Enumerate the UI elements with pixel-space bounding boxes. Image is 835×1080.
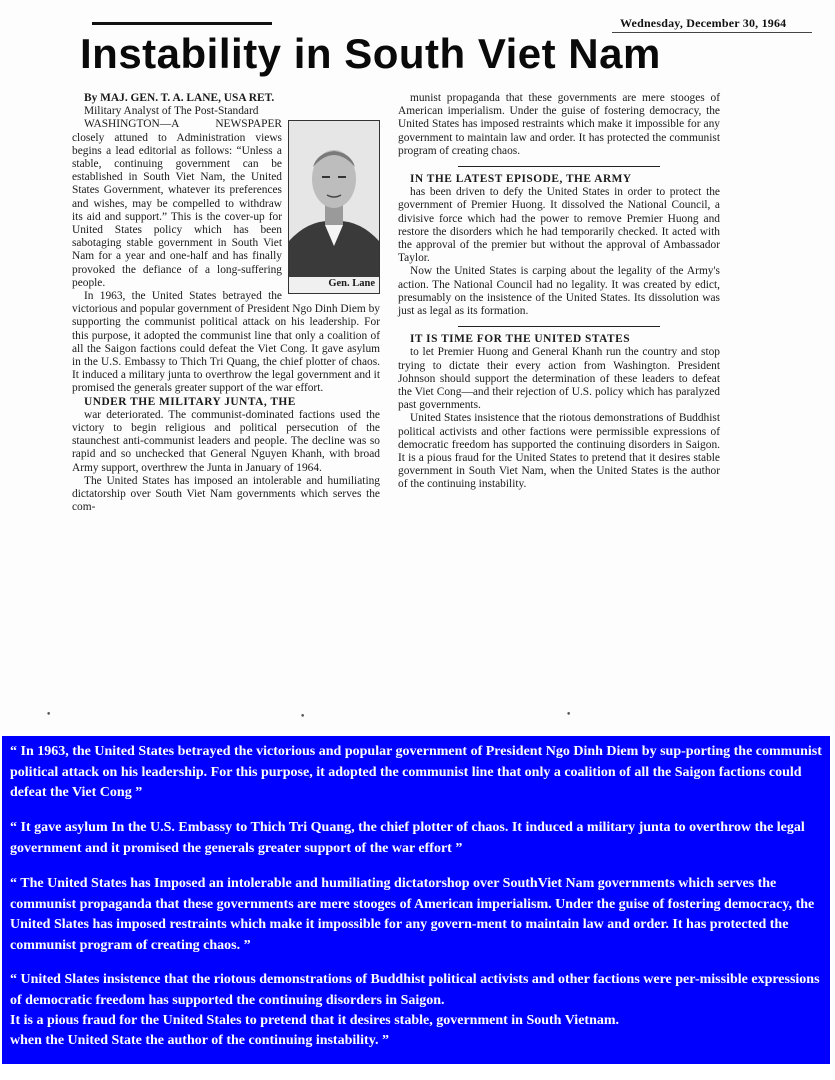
article-paragraph: The United States has imposed an intolerable and humiliating dictatorship over South Viet Nam governments which serves the com- xyxy=(72,474,380,514)
scan-speck: • xyxy=(566,710,572,720)
quote-3: “ The United States has Imposed an intolerable and humiliating dictatorshop over SouthViet Nam governments which serves the communist propaganda that these governments are mere stooges of American imperialism. Under the guise of fostering democracy, the United Slates has imposed restraints which make it impossible for any govern-ment to maintain law and order. It has protected the communist program of creating chaos. ” xyxy=(10,876,815,953)
article-paragraph: United States insistence that the riotous demonstrations of Buddhist political activists and other factions were permissible expressions of democratic freedom has supported the continuing disorders in Saigon. It is a pious fraud for the United States to pretend that it desires stable government in South Viet Nam, when the United States is the author of the continuing instability. xyxy=(398,412,720,491)
article-paragraph: In 1963, the United States betrayed the victorious and popular government of President Ngo Dinh Diem by supporting the communist political attack on his leadership. For this purpose, it adopted the communist line that only a coalition of all the Saigon factions could defeat the Viet Cong. It gave asylum in the U.S. Embassy to Thich Tri Quang, the chief plotter of chaos. It induced a military junta to overthrow the legal government and it promised the generals greater support of the war effort. xyxy=(72,290,380,395)
article-column-2 xyxy=(398,92,720,492)
article-paragraph: has been driven to defy the United States in order to protect the government of Premier Huong. It dissolved the National Council, a divisive force which had the power to remove Premier Huong and restore the disorders which he had temporarily checked. It acted with the approval of the premier but without the approval of Ambassador Taylor. xyxy=(398,186,720,265)
article-paragraph: to let Premier Huong and General Khanh run the country and stop trying to dictate their every action from Washington. President Johnson should support the determination of these leaders to defeat the Viet Cong—and their rejection of U.S. policy which has paralyzed past governments. xyxy=(398,346,720,412)
quote-1: “ In 1963, the United States betrayed the victorious and popular government of President Ngo Dinh Diem by sup-porting the communist political attack on his leadership. For this purpose, it adopted the communist line that only a coalition of all the Saigon factions could defeat the Viet Cong ” xyxy=(10,744,822,801)
headline: Instability in South Viet Nam xyxy=(80,30,661,77)
dateline: Wednesday, December 30, 1964 xyxy=(620,16,787,30)
scan-speck: • xyxy=(46,710,52,720)
quotes-panel xyxy=(2,736,830,1064)
column-divider xyxy=(458,326,660,327)
quote-2: “ It gave asylum In the U.S. Embassy to Thich Tri Quang, the chief plotter of chaos. It induced a military junta to overthrow the legal government and it promised the generals greater support of the war effort ” xyxy=(10,820,805,856)
article-column-1 xyxy=(72,92,380,515)
section-subhead: UNDER THE MILITARY JUNTA, THE xyxy=(84,395,296,408)
byline: By MAJ. GEN. T. A. LANE, USA RET. xyxy=(84,92,275,104)
column-divider xyxy=(458,166,660,167)
author-photo xyxy=(288,120,380,294)
top-rule xyxy=(92,22,272,25)
photo-caption: Gen. Lane xyxy=(328,278,375,290)
section-subhead: IT IS TIME FOR THE UNITED STATES xyxy=(410,333,631,346)
section-subhead: IN THE LATEST EPISODE, THE ARMY xyxy=(410,173,632,186)
article-paragraph: Now the United States is carping about the legality of the Army's action. The National Council had no legality. It was created by edict, presumably on the insistence of the United States. Its dissolution was just as legal as its formation. xyxy=(398,265,720,318)
byline-role: Military Analyst of The Post-Standard xyxy=(84,105,259,118)
portrait-image xyxy=(289,121,379,277)
quote-4-line-3: when the United State the author of the continuing instability. ” xyxy=(10,1033,389,1048)
article-paragraph: munist propaganda that these governments are mere stooges of American imperialism. Under the guise of fostering democracy, the United States has imposed restraints which make it impossible for any government to maintain law and order. It has protected the communist program of creating chaos. xyxy=(398,92,720,157)
article-paragraph: war deteriorated. The communist-dominated factions used the victory to begin religious and political persecution of the staunchest anti-communist leaders and people. The decline was so rapid and so unchecked that General Nguyen Khanh, with broad Army support, overthrew the Junta in January of 1964. xyxy=(72,408,380,474)
article-paragraph: WASHINGTON—A NEWSPAPER closely attuned to Administration views begins a lead editorial as follows: “Unless a stable, continuing government can be established in South Viet Nam, the United States Government, whatever its preferences and wishes, may be compelled to withdraw its aid and support.” This is the cover-up for United States policy which has been sabotaging stable government in South Viet Nam for a year and one-half and has finally provoked the defiance of a long-suffering people. xyxy=(72,118,282,289)
quote-4-line-2: It is a pious fraud for the United Stales to pretend that it desires stable, government in South Vietnam. xyxy=(10,1013,620,1028)
scan-speck: • xyxy=(300,712,306,722)
quote-4: “ United Slates insistence that the riotous demonstrations of Buddhist political activists and other factions were per-missible expressions of democratic freedom has supported the continuing disorders in Saigon. xyxy=(10,972,820,1008)
